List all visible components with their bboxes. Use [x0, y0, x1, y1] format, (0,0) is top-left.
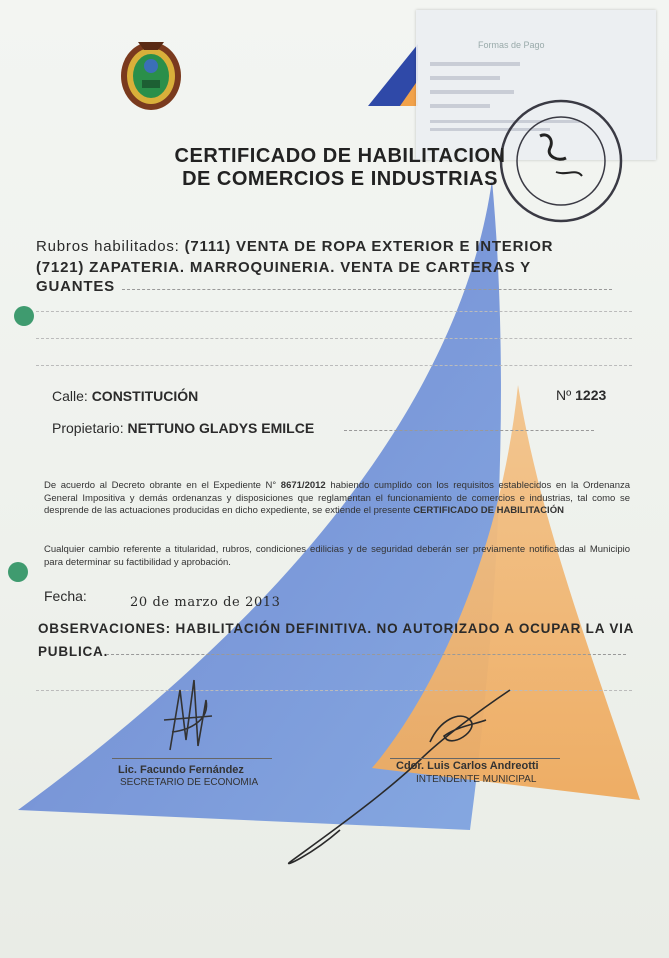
divider-dashed — [106, 654, 626, 655]
certificate-title-line2: DE COMERCIOS E INDUSTRIAS — [182, 168, 498, 190]
divider-dashed — [122, 289, 612, 290]
calle-row — [52, 388, 198, 404]
observaciones-value-line1: HABILITACIÓN DEFINITIVA. NO AUTORIZADO A OCUPAR LA VIA — [175, 621, 635, 636]
propietario-row — [52, 420, 314, 436]
signer-left-role: SECRETARIO DE ECONOMIA — [120, 777, 259, 788]
numero-row — [556, 387, 606, 403]
expediente-number: 8671/2012 — [280, 480, 326, 491]
propietario-label: Propietario: — [52, 420, 124, 436]
propietario-value: NETTUNO GLADYS EMILCE — [127, 420, 315, 436]
divider-dashed — [344, 430, 594, 431]
fecha-label: Fecha: — [44, 588, 87, 604]
legal-paragraph-2: Cualquier cambio referente a titularidad, rubros, condiciones edilicias y de seguridad deberán ser previamente notificadas al Municipio para determinar su factibilidad y aprobación. — [44, 544, 630, 568]
rubros-line1 — [36, 238, 553, 255]
signature-left-icon — [150, 670, 230, 760]
divider-dashed — [36, 365, 632, 366]
numero-label: Nº — [556, 387, 572, 403]
certificate-title-line1: CERTIFICADO DE HABILITACION — [174, 145, 506, 167]
binder-hole — [8, 562, 28, 582]
numero-value: 1223 — [575, 387, 607, 403]
calle-label: Calle: — [52, 388, 88, 404]
rubros-value-line3: GUANTES — [36, 278, 115, 295]
legal-paragraph-1 — [44, 480, 630, 518]
rubros-label: Rubros habilitados: — [36, 238, 180, 255]
observaciones-label: OBSERVACIONES: — [38, 621, 171, 636]
fecha-value: 20 de marzo de 2013 — [130, 595, 281, 610]
rubros-value-line2: (7121) ZAPATERIA. MARROQUINERIA. VENTA DE CARTERAS Y — [36, 259, 531, 276]
binder-hole — [14, 306, 34, 326]
receipt-title: Formas de Pago — [478, 40, 545, 50]
legal-p1-mid: habiendo cumplido con los requisitos establecidos en la Ordenanza General Impositiva y demás ordenanzas y disposiciones que reglamentan el funcionamiento de comercios e industrias, tal como se desprende de las actuaciones producidas en dicho expediente, se extiende el presente — [44, 480, 631, 516]
signer-right-role: INTENDENTE MUNICIPAL — [416, 774, 537, 785]
legal-p1-end: CERTIFICADO DE HABILITACIÓN — [413, 505, 564, 516]
signer-left-name: Lic. Facundo Fernández — [118, 764, 244, 776]
municipal-crest-icon — [118, 36, 184, 112]
observaciones-value-line2: PUBLICA. — [38, 644, 109, 659]
divider-dashed — [36, 311, 632, 312]
observaciones-line1 — [38, 621, 634, 636]
signature-line-right — [390, 758, 560, 759]
signature-line-left — [112, 758, 272, 759]
divider-dashed — [36, 338, 632, 339]
legal-p1-pre: De acuerdo al Decreto obrante en el Expediente N° — [44, 480, 277, 491]
signer-right-name: Cdor. Luis Carlos Andreotti — [396, 760, 539, 772]
rubros-value-line1: (7111) VENTA DE ROPA EXTERIOR E INTERIOR — [184, 238, 554, 255]
calle-value: CONSTITUCIÓN — [91, 388, 199, 404]
